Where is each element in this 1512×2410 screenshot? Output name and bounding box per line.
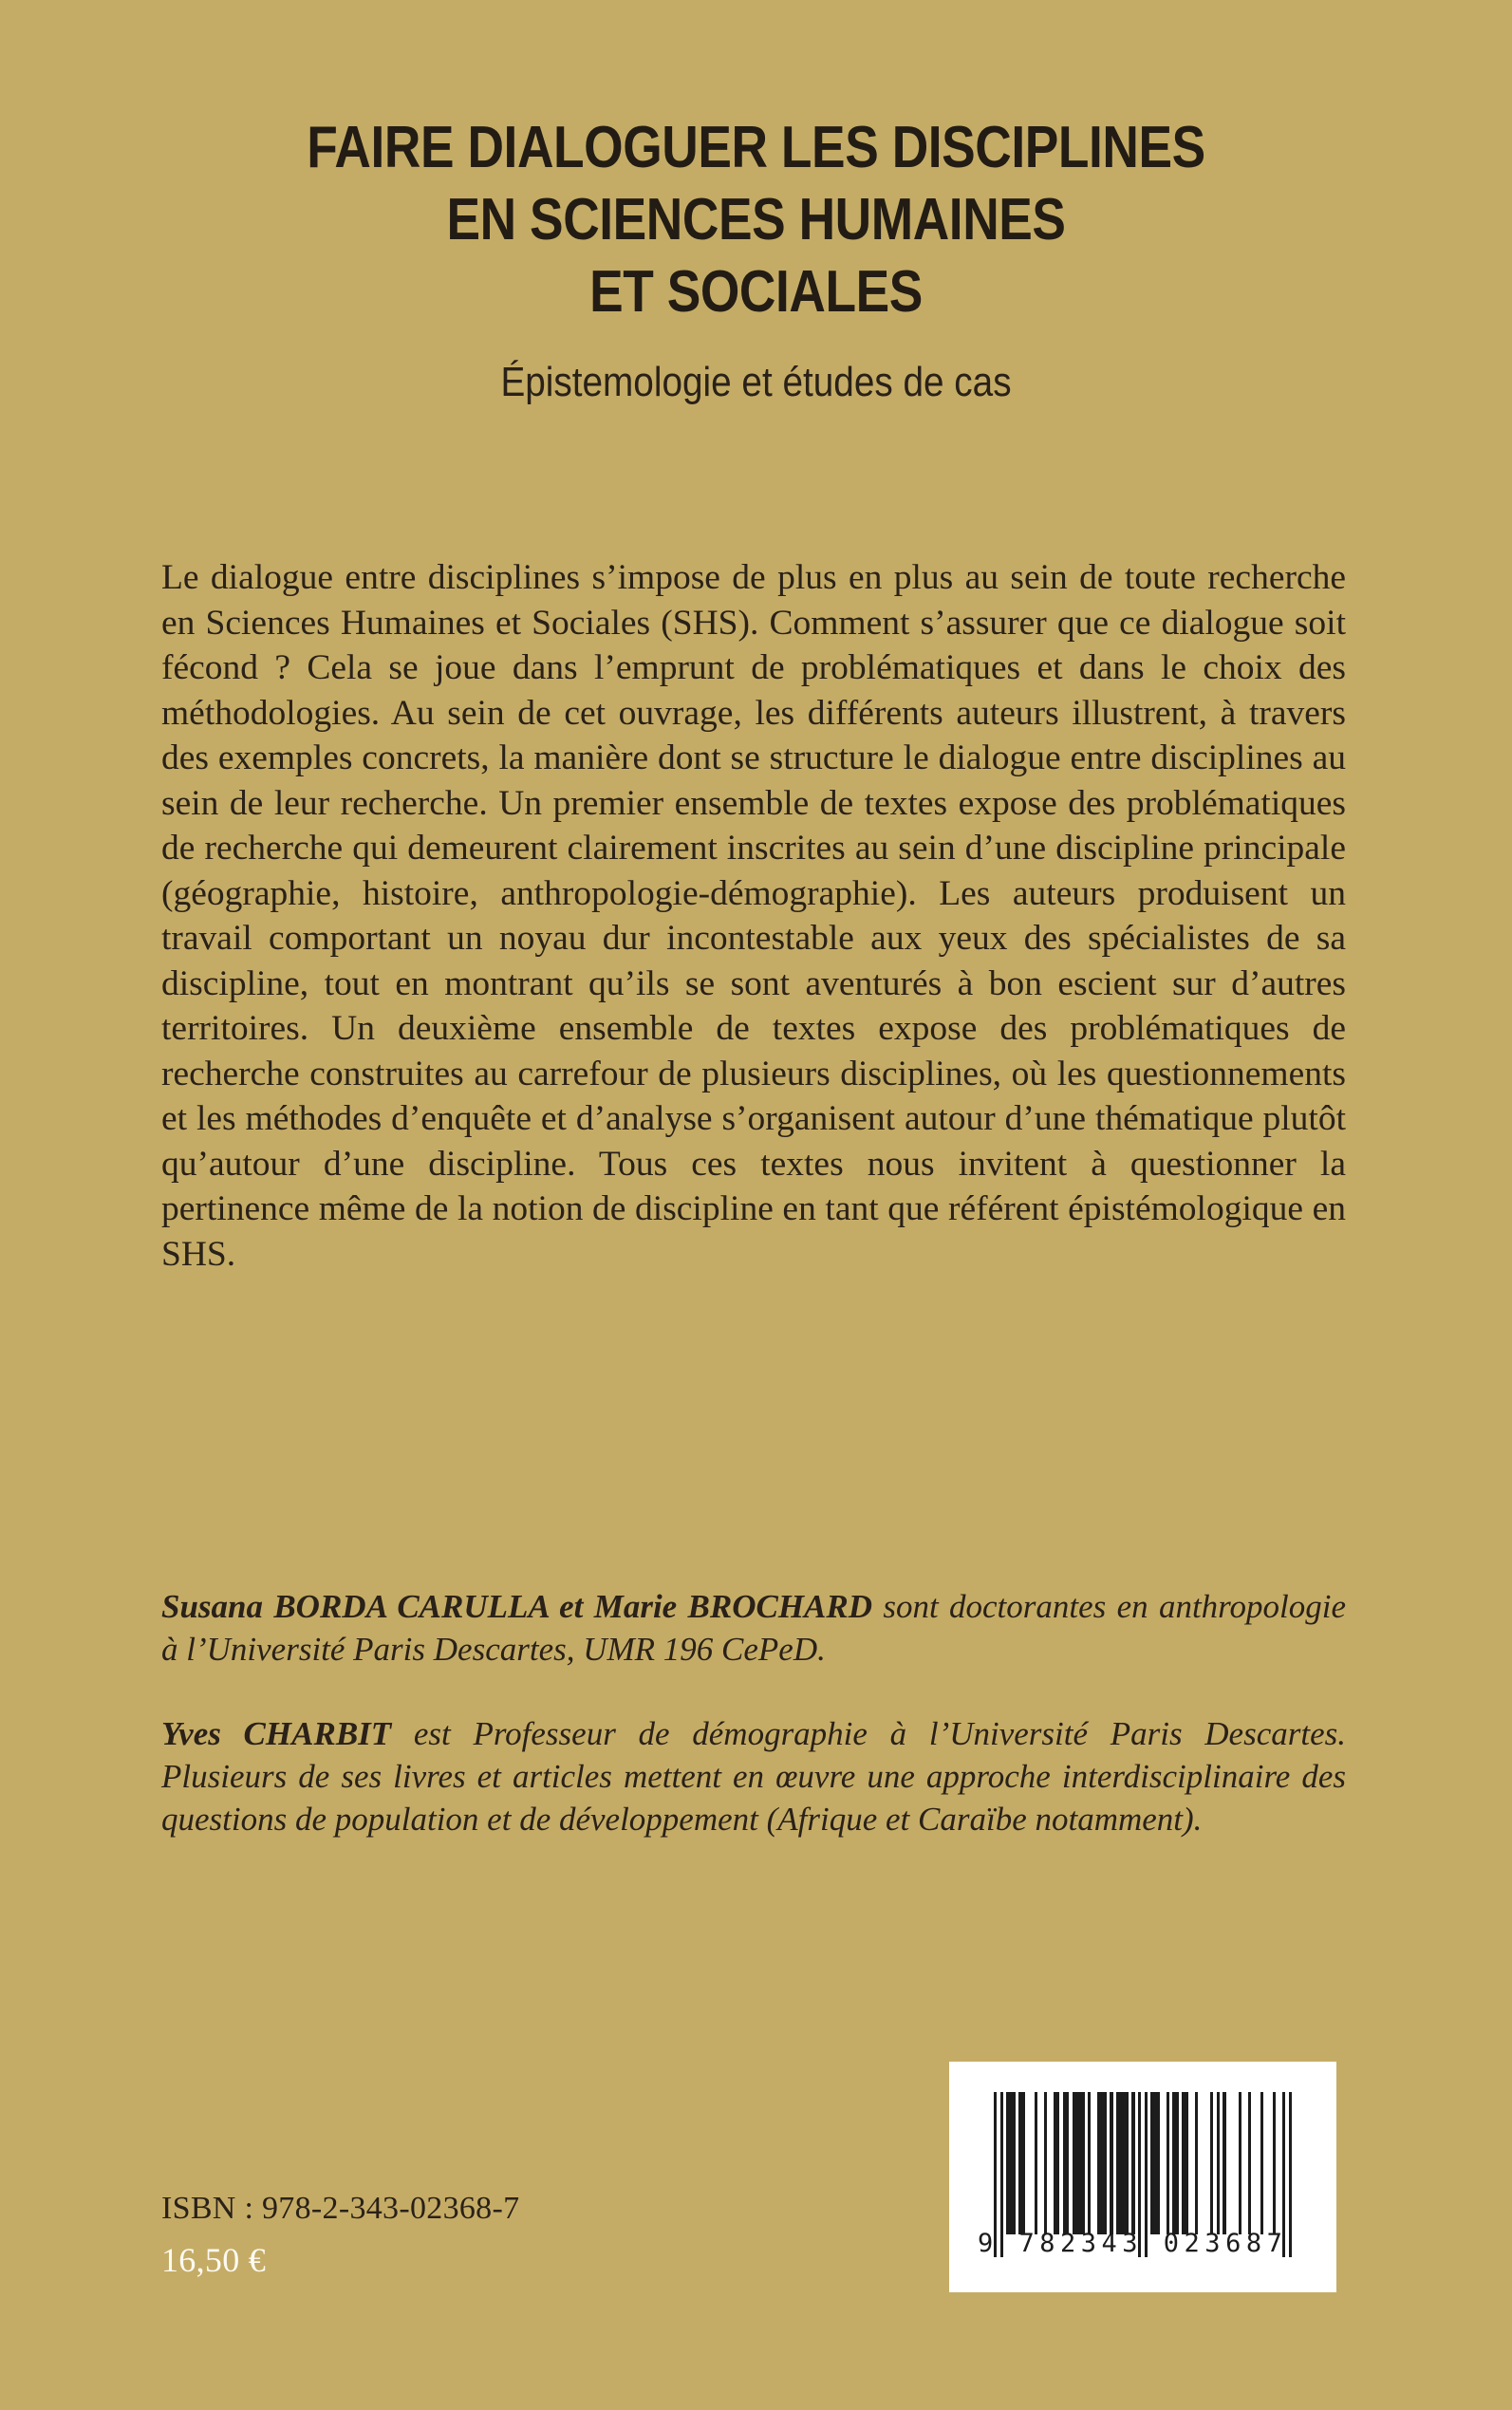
barcode-bars-area — [994, 2092, 1292, 2234]
book-subtitle: Épistemologie et études de cas — [500, 359, 1012, 405]
footer-left — [161, 2183, 826, 2286]
author-bios — [161, 1585, 1346, 1840]
author-names-borda-brochard: Susana BORDA CARULLA et Marie BROCHARD — [161, 1588, 873, 1625]
isbn-text: ISBN : 978-2-343-02368-7 — [161, 2191, 520, 2226]
barcode-panel — [949, 2062, 1336, 2292]
price-text: 16,50 € — [161, 2241, 267, 2279]
book-title-line-2: EN SCIENCES HUMAINES — [446, 187, 1066, 252]
title-block — [0, 112, 1512, 410]
author-bio-text-2: est Professeur de démographie à l’Université Paris Descartes. Plusieurs de ses livres et articles mettent en œuvre une approche interdisciplinaire des questions de population et de développement (Afrique et Caraïbe notamment). — [161, 1715, 1346, 1838]
barcode-digits: 9 782343 023687 — [978, 2229, 1288, 2258]
author-bio-borda-brochard — [161, 1585, 1346, 1671]
ean13-barcode — [994, 2092, 1292, 2234]
book-title-line-3: ET SOCIALES — [589, 259, 923, 325]
author-bio-charbit — [161, 1712, 1346, 1840]
author-names-charbit: Yves CHARBIT — [161, 1715, 392, 1752]
book-title-line-1: FAIRE DIALOGUER LES DISCIPLINES — [307, 115, 1205, 180]
author-bio-text-1: sont doctorantes en anthropologie à l’Université Paris Descartes, UMR 196 CePeD. — [161, 1588, 1346, 1668]
back-cover-blurb: Le dialogue entre disciplines s’impose de plus en plus au sein de toute recherche en Sciences Humaines et Sociales (SHS). Comment s’assurer que ce dialogue soit fécond ? Cela se joue dans l’emprunt de problématiques et dans le choix des méthodologies. Au sein de cet ouvrage, les différents auteurs illustrent, à travers des exemples concrets, la manière dont se structure le dialogue entre disciplines au sein de leur recherche. Un premier ensemble de textes expose des problématiques de recherche qui demeurent clairement inscrites au sein d’une discipline principale (géographie, histoire, anthropologie-démographie). Les auteurs produisent un travail comportant un noyau dur incontestable aux yeux des spécialistes de sa discipline, tout en montrant qu’ils se sont aventurés à bon escient sur d’autres territoires. Un deuxième ensemble de textes expose des problématiques de recherche construites au carrefour de plusieurs disciplines, où les questionnements et les méthodes d’enquête et d’analyse s’organisent autour d’une thématique plutôt qu’autour d’une discipline. Tous ces textes nous invitent à questionner la pertinence même de la notion de discipline en tant que référent épistémologique en SHS. — [161, 558, 1346, 1274]
